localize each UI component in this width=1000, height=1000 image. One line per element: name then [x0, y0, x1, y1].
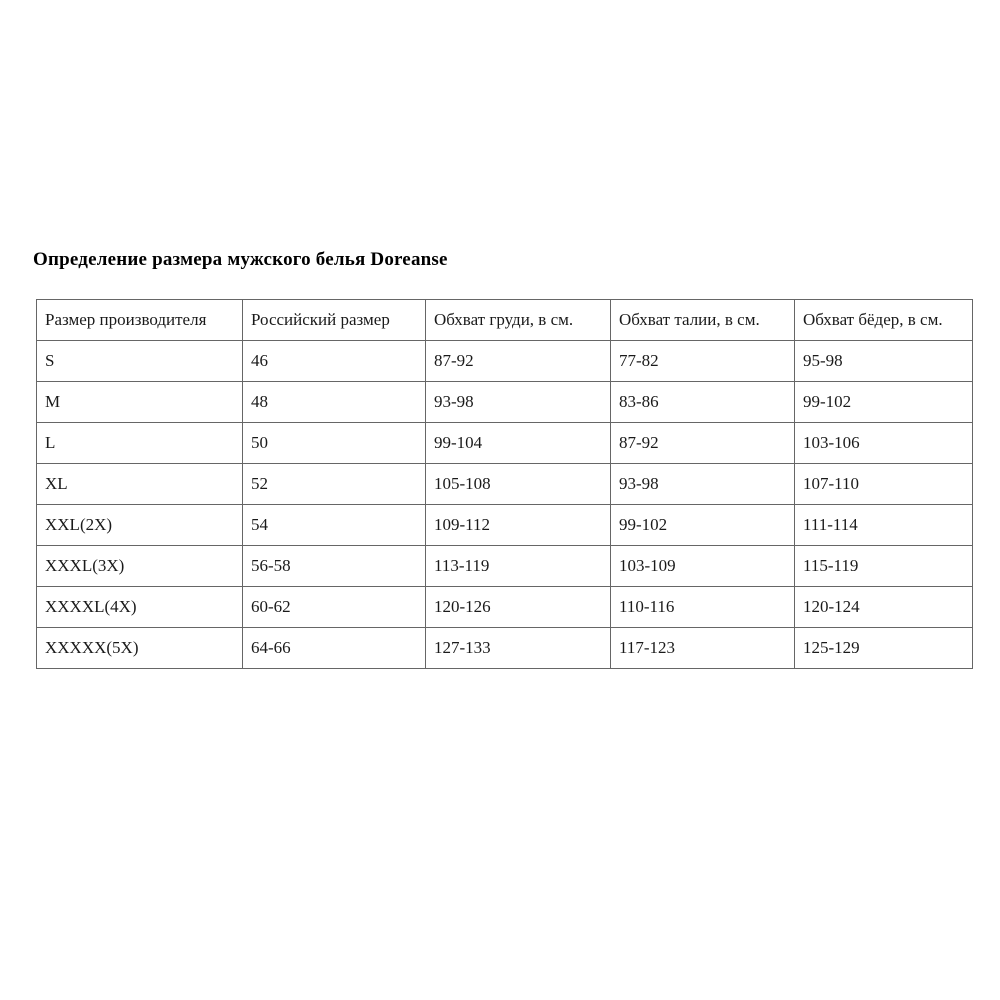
table-cell: XXL(2X) [37, 505, 243, 546]
table-cell: 103-109 [611, 546, 795, 587]
table-cell: XL [37, 464, 243, 505]
table-row [37, 464, 973, 505]
table-header-row [37, 300, 973, 341]
table-cell: 99-102 [611, 505, 795, 546]
table-cell: 95-98 [795, 341, 973, 382]
table-cell: 127-133 [426, 628, 611, 669]
table-cell: M [37, 382, 243, 423]
table-row [37, 382, 973, 423]
table-row [37, 546, 973, 587]
table-header [37, 300, 973, 341]
table-cell: 87-92 [426, 341, 611, 382]
table-cell: 46 [243, 341, 426, 382]
table-cell: 115-119 [795, 546, 973, 587]
table-row [37, 423, 973, 464]
table-cell: 60-62 [243, 587, 426, 628]
table-body [37, 341, 973, 669]
table-cell: XXXL(3X) [37, 546, 243, 587]
column-header-waist: Обхват талии, в см. [611, 300, 795, 341]
table-cell: 105-108 [426, 464, 611, 505]
table-cell: S [37, 341, 243, 382]
table-row [37, 628, 973, 669]
table-cell: 103-106 [795, 423, 973, 464]
table-cell: 64-66 [243, 628, 426, 669]
table-cell: 87-92 [611, 423, 795, 464]
table-cell: XXXXX(5X) [37, 628, 243, 669]
column-header-hips: Обхват бёдер, в см. [795, 300, 973, 341]
table-row [37, 341, 973, 382]
size-chart-table [36, 299, 973, 669]
table-cell: 111-114 [795, 505, 973, 546]
table-cell: 56-58 [243, 546, 426, 587]
table-cell: 99-104 [426, 423, 611, 464]
table-cell: 109-112 [426, 505, 611, 546]
table-cell: 117-123 [611, 628, 795, 669]
table-cell: 93-98 [426, 382, 611, 423]
table-cell: 110-116 [611, 587, 795, 628]
table-cell: 54 [243, 505, 426, 546]
table-cell: XXXXL(4X) [37, 587, 243, 628]
column-header-russian-size: Российский размер [243, 300, 426, 341]
table-cell: 113-119 [426, 546, 611, 587]
table-cell: 52 [243, 464, 426, 505]
table-cell: 125-129 [795, 628, 973, 669]
table-cell: 93-98 [611, 464, 795, 505]
table-cell: L [37, 423, 243, 464]
table-row [37, 587, 973, 628]
column-header-chest: Обхват груди, в см. [426, 300, 611, 341]
column-header-manufacturer-size: Размер производителя [37, 300, 243, 341]
table-cell: 77-82 [611, 341, 795, 382]
page-title: Определение размера мужского белья Doreanse [33, 249, 448, 270]
table-cell: 48 [243, 382, 426, 423]
table-cell: 99-102 [795, 382, 973, 423]
table-cell: 120-126 [426, 587, 611, 628]
table-cell: 107-110 [795, 464, 973, 505]
table-cell: 83-86 [611, 382, 795, 423]
table-row [37, 505, 973, 546]
table-cell: 120-124 [795, 587, 973, 628]
table-cell: 50 [243, 423, 426, 464]
